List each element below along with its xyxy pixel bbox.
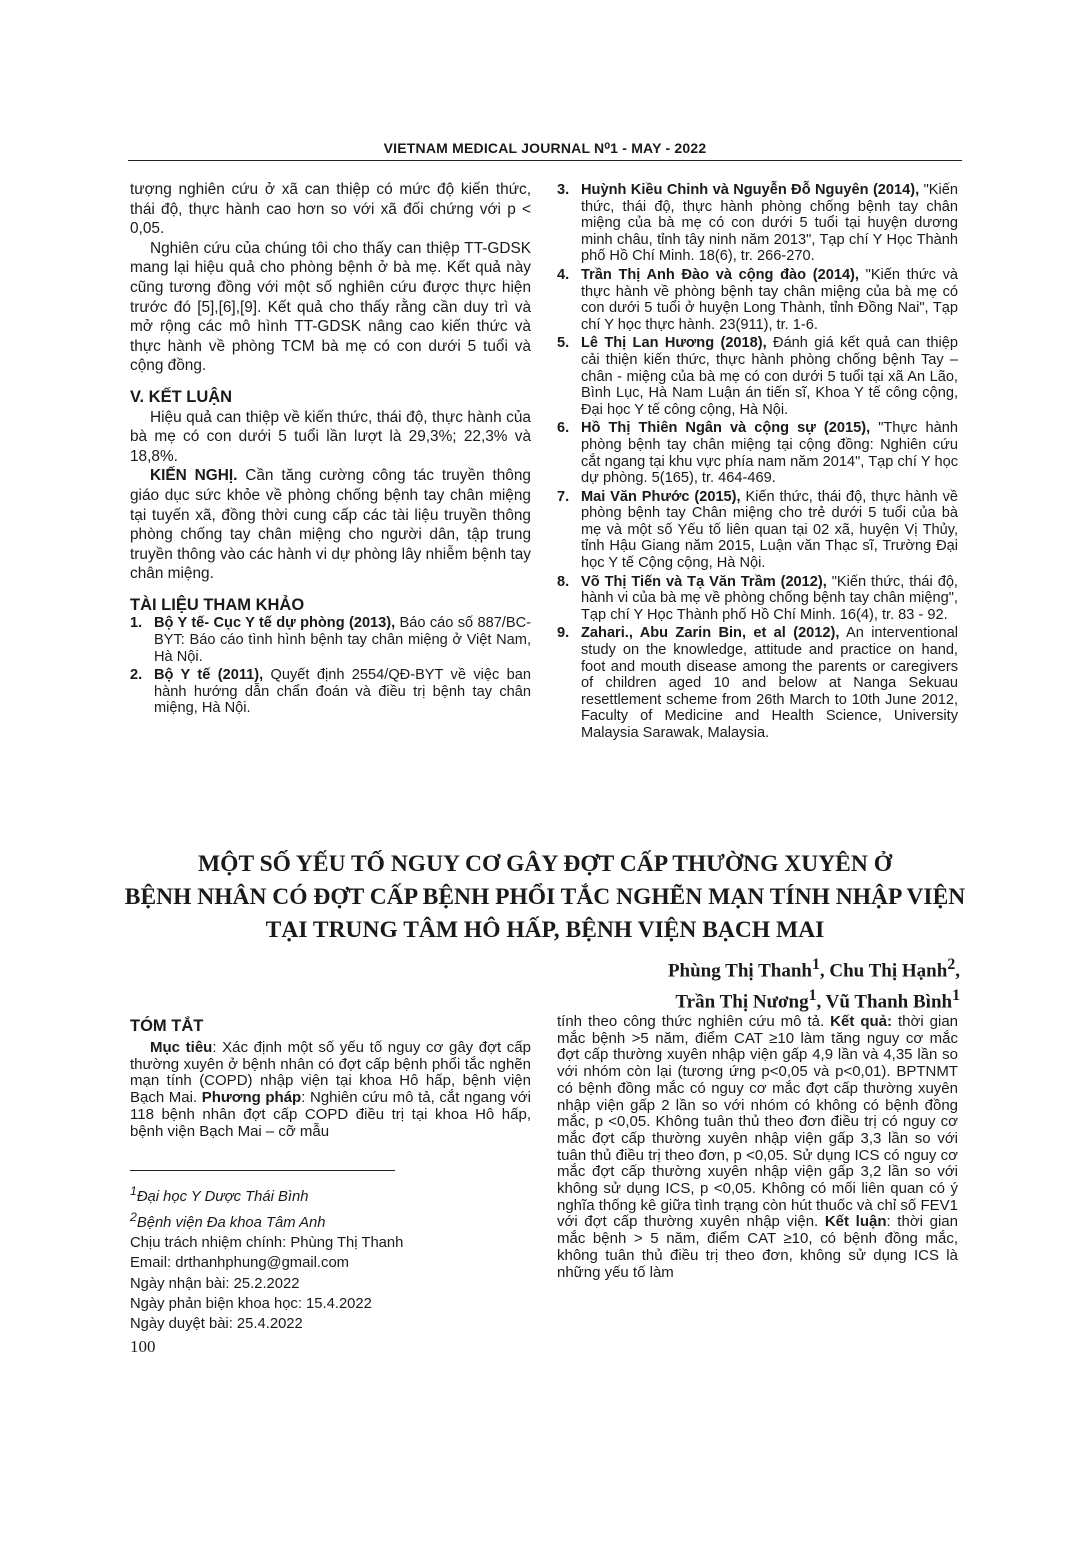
reference-item — [557, 574, 958, 624]
section-heading: V. KẾT LUẬN — [130, 387, 233, 406]
responsible-author: Chịu trách nhiệm chính: Phùng Thị Thanh — [130, 1235, 404, 1252]
reference-authors: Lê Thị Lan Hương (2018), — [581, 335, 767, 352]
paragraph: tượng nghiên cứu ở xã can thiệp có mức độ kiến thức, thái độ, thực hành cao hơn so với xã đối chứng với p < 0,05. — [130, 181, 531, 238]
reference-authors: Huỳnh Kiều Chinh và Nguyễn Đỗ Nguyên (2014), — [581, 182, 920, 198]
reference-item — [557, 489, 958, 572]
reference-text: Quyết định 2554/QĐ-BYT về việc ban hành hướng dẫn chẩn đoán và điều trị bệnh tay chân miệng, Hà Nội. — [154, 667, 531, 717]
reference-text: Kiến thức, thái độ, thực hành về phòng bệnh tay Chân miệng cho trẻ dưới 5 tuổi của bà mẹ và một số Yếu tố liên quan tại 02 xã, huyện Vị Thủy, tỉnh Hậu Giang năm 2015, Luận văn Thạc sĩ, Trường Đại học Y tế Cộng cộng, Hà Nội. — [581, 488, 958, 572]
author-affiliation-mark: 2 — [947, 956, 956, 973]
author-affiliation-mark: 1 — [808, 987, 817, 1005]
reference-number: 6. — [557, 420, 570, 437]
left-column — [130, 180, 531, 719]
reference-item — [557, 625, 958, 741]
result-label: Kết quả: — [830, 1013, 892, 1030]
reference-number: 4. — [557, 266, 570, 283]
author-affiliation-mark: 1 — [952, 987, 960, 1005]
references-heading: TÀI LIỆU THAM KHẢO — [130, 595, 305, 614]
reference-authors: Võ Thị Tiến và Tạ Văn Trầm (2012), — [581, 573, 827, 590]
recommendation-text: Cần tăng cường công tác truyền thông giáo dục sức khỏe về phòng chống bệnh tay chân miệng tại tuyến xã, đồng thời cung cấp các tài liệu truyền thông phòng chống tay chân miệng cho người dân, tập trung truyền thông vào các hành vi dự phòng lây nhiễm bệnh tay chân miệng. — [130, 467, 531, 583]
abstract-left-column — [130, 1040, 531, 1140]
abstract-heading: TÓM TẮT — [130, 1017, 204, 1035]
reference-text: "Kiến thức, thái độ, hành vi của bà mẹ về phòng chống bệnh tay chân miệng", Tạp chí Y Học Thành phố Hồ Chí Minh. 16(4), tr. 83 - 92. — [581, 573, 958, 623]
reference-text: "Kiến thức và thực hành về phòng bệnh tay chân miệng của bà mẹ có con dưới 5 tuổi ở huyện Long Thành, tỉnh Đồng Nai", Tạp chí Y học thực hành. 23(911), tr. 1-6. — [581, 266, 958, 333]
affiliation-1: $^1$Đại học Y Dược Thái Bình — [130, 1184, 309, 1205]
header-rule — [128, 160, 962, 161]
method-label: Phương pháp — [201, 1089, 302, 1107]
email: Email: drthanhphung@gmail.com — [130, 1255, 349, 1272]
reference-authors: Hồ Thị Thiên Ngân và cộng sự (2015), — [581, 420, 871, 437]
author-affiliation-mark: 1 — [811, 956, 820, 973]
recommendation-label: KIẾN NGHỊ. — [150, 467, 238, 485]
reference-authors: Bộ Y tế (2011), — [154, 667, 264, 684]
objective-label: Mục tiêu — [150, 1039, 213, 1056]
reference-item — [557, 420, 958, 486]
author-name: Trần Thị Nương — [675, 991, 809, 1013]
footnote-rule — [130, 1170, 395, 1171]
reference-item — [557, 182, 958, 265]
date-reviewed: Ngày phản biện khoa học: 15.4.2022 — [130, 1295, 372, 1312]
reference-authors: Trần Thị Anh Đào và cộng đào (2014), — [581, 266, 859, 283]
result-text: thời gian mắc bệnh >5 năm, điểm CAT ≥10 làm tăng nguy cơ mắc đợt cấp thường xuyên nhập viện gấp 4,9 lần và 4,35 lần so với nhóm còn lại (tương ứng p<0,05 và p<0,01). BPTNMT có bệnh đồng mắc có nguy cơ mắc đợt cấp thường xuyên nhập viện gấp 2 lần so với nhóm có không có bệnh đồng mắc, p <0,05. Không tuân thủ theo đơn điều trị có nguy cơ mắc đợt cấp thường xuyên nhập viện gấp 3,3 lần so với tuân thủ điều trị theo đơn, p <0,05. Sử dụng ICS có nguy cơ mắc đợt cấp thường xuyên nhập viện gấp 3,2 lần so với không sử dụng ICS, p <0,05. Không có mối liên quan có ý nghĩa thống kê giữa tình trạng còn hút thuốc và chỉ số FEV1 với đợt cấp thường xuyên nhập viện. — [557, 1013, 959, 1231]
reference-authors: Bộ Y tế- Cục Y tế dự phòng (2013), — [154, 615, 396, 632]
author-name: Phùng Thị Thanh — [667, 960, 812, 982]
reference-item — [557, 267, 958, 333]
reference-text: "Thực hành phòng bệnh tay chân miệng tại cộng đồng: Nghiên cứu cắt ngang tại khu vực phía nam năm 2014", Tạp chí Y học dự phòng. 5(165), tr. 464-469. — [581, 420, 958, 487]
objective-text: : Xác định một số yếu tố nguy cơ gây đợt cấp thường xuyên ở bệnh nhân có đợt cấp bệnh phổi tắc nghẽn mạn tính (COPD) nhập viện tại khoa Hô hấp, bệnh viện Bạch Mai. — [130, 1039, 531, 1107]
author-name: Chu Thị Hạnh — [829, 960, 948, 982]
page-number: 100 — [130, 1337, 156, 1356]
abstract-right-column — [557, 1014, 958, 1281]
reference-number: 9. — [557, 625, 570, 642]
title-line: MỘT SỐ YẾU TỐ NGUY CƠ GÂY ĐỢT CẤP THƯỜNG XUYÊN Ở — [198, 851, 892, 877]
reference-text: "Kiến thức, thái độ, thực hành phòng chống bệnh tay chân miệng của bà mẹ có con dưới 5 tuổi tại huyện dương minh châu, tỉnh tây ninh năm 2013", Tạp chí Y Học Thành phố Hồ Chí Minh. 18(6), tr. 266-270. — [581, 182, 958, 265]
paragraph: Hiệu quả can thiệp về kiến thức, thái độ, thực hành của bà mẹ có con dưới 5 tuổi lần lượt là 29,3%; 22,3% và 18,8%. — [130, 408, 531, 465]
right-column-references — [557, 182, 958, 744]
footnotes — [130, 1181, 531, 1334]
reference-item — [557, 335, 958, 418]
reference-text: Báo cáo số 887/BC-BYT: Báo cáo tình hình bệnh tay chân miệng ở Việt Nam, Hà Nội. — [154, 615, 531, 665]
running-header: VIETNAM MEDICAL JOURNAL N⁰1 - MAY - 2022 — [383, 140, 707, 156]
reference-text: An interventional study on the knowledge, attitude and practice on hand, foot and mouth disease among the parents or caregivers of children aged 10 and below at Nanga Sekuau resettlement scheme from 26th March to 10th June 2012, Faculty of Medicine and Health Science, University Malaysia Sarawak, Malaysia. — [581, 625, 959, 741]
author-list: Phùng Thị Thanh$^1$, Chu Thị Hạnh$^2$, Trần Thị Nương$^1$, Vũ Thanh Bình$^1$ — [667, 956, 960, 1013]
paragraph: Nghiên cứu của chúng tôi cho thấy can thiệp TT-GDSK mang lại hiệu quả cho phòng bệnh ở bà mẹ. Kết quả này cũng tương đồng với một số nghiên cứu được thực hiện trước đó [5],[6],[9]. Kết quả cho thấy rằng cần duy trì và mở rộng các mô hình TT-GDSK nâng cao kiến thức và thực hành về phòng TCM bà mẹ có con dưới 5 tuổi và cộng đồng. — [130, 239, 531, 375]
reference-item — [130, 667, 531, 717]
date-approved: Ngày duyệt bài: 25.4.2022 — [130, 1316, 303, 1333]
reference-number: 1. — [130, 615, 143, 632]
title-line: TẠI TRUNG TÂM HÔ HẤP, BỆNH VIỆN BẠCH MAI — [265, 917, 825, 943]
title-line: BỆNH NHÂN CÓ ĐỢT CẤP BỆNH PHỔI TẮC NGHẼN MẠN TÍNH NHẬP VIỆN — [124, 884, 966, 910]
article-title — [110, 848, 980, 947]
date-received: Ngày nhận bài: 25.2.2022 — [130, 1275, 300, 1292]
reference-authors: Mai Văn Phước (2015), — [581, 488, 741, 505]
recommendation-paragraph — [130, 466, 531, 584]
conclusion-text: : thời gian mắc bệnh > 5 năm, điểm CAT ≥10, có bệnh đồng mắc, không tuân thủ điều trị theo đơn, không sử dụng ICS là những yếu tố làm — [557, 1213, 958, 1281]
reference-authors: Zahari., Abu Zarin Bin, et al (2012), — [581, 625, 840, 642]
reference-number: 5. — [557, 335, 570, 352]
reference-number: 3. — [557, 182, 570, 198]
reference-number: 7. — [557, 488, 570, 505]
abstract-text: tính theo công thức nghiên cứu mô tả. — [557, 1013, 831, 1030]
reference-number: 2. — [130, 667, 143, 684]
conclusion-label: Kết luận — [824, 1213, 887, 1231]
author-name: Vũ Thanh Bình — [825, 991, 953, 1013]
reference-text: Đánh giá kết quả can thiệp cải thiện kiến thức, thực hành phòng chống bệnh Tay – chân - miệng của bà mẹ có con dưới 5 tuổi tại xã An Lão, Bình Lục, Hà Nam Luận án tiến sĩ, Khoa Y tế công cộng, Đại học Y tế công cộng, Hà Nội. — [581, 335, 958, 418]
reference-number: 8. — [557, 573, 570, 590]
reference-item — [130, 615, 531, 665]
method-text: : Nghiên cứu mô tả, cắt ngang với 118 bệnh nhân đợt cấp COPD điều trị tại khoa Hô hấp, bệnh viện Bạch Mai – cỡ mẫu — [130, 1089, 531, 1140]
affiliation-2: $^2$Bệnh viện Đa khoa Tâm Anh — [130, 1210, 326, 1232]
